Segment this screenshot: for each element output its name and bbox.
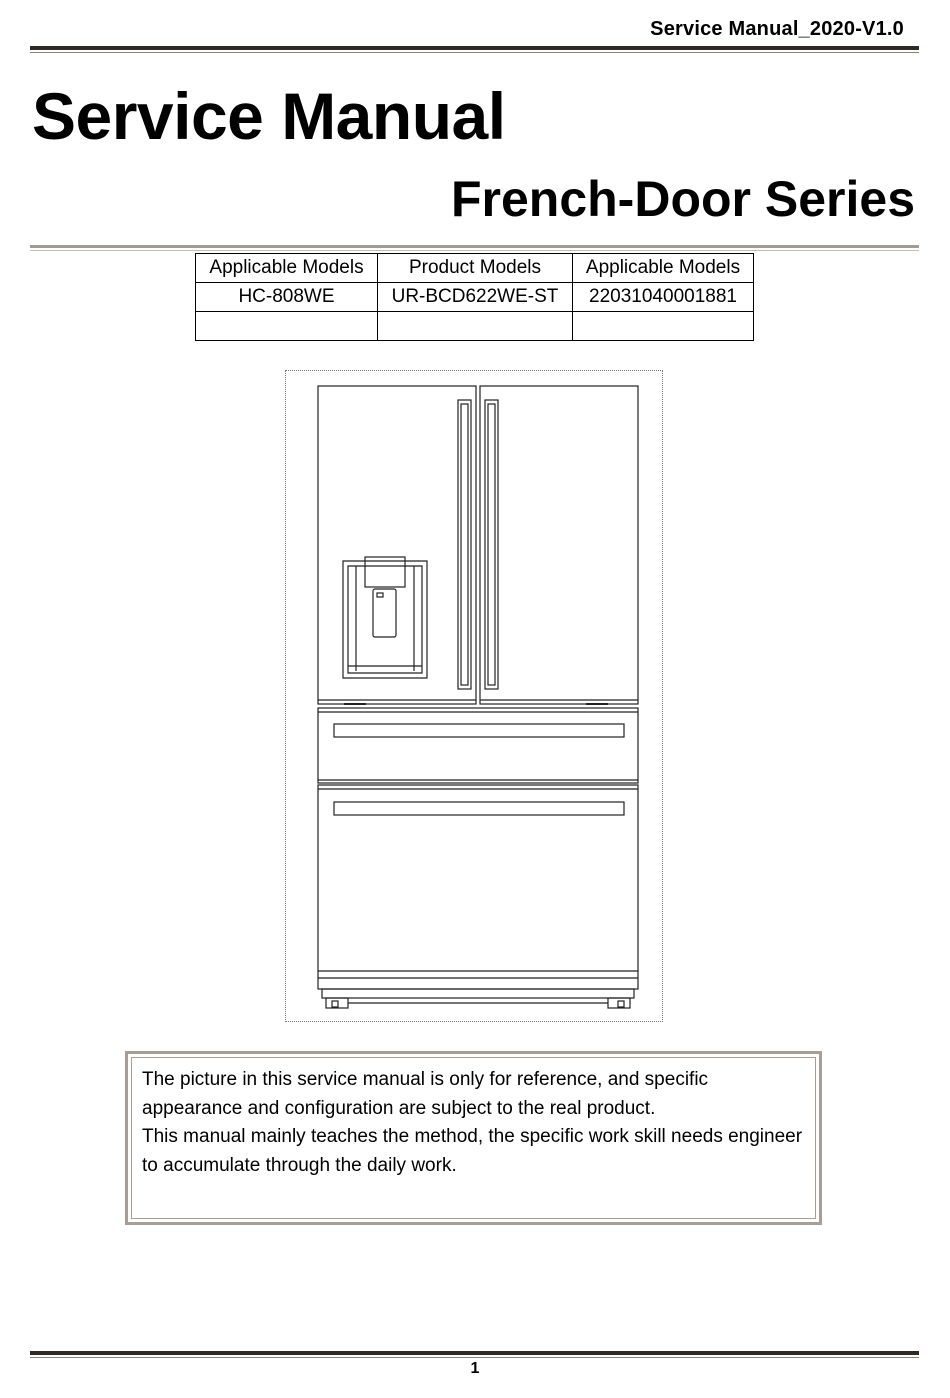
table-header-cell: Applicable Models — [573, 254, 754, 283]
table-cell — [573, 312, 754, 341]
table-row — [196, 312, 754, 341]
left-door-outline — [318, 386, 476, 704]
applicable-models-table — [195, 253, 754, 341]
table-header-cell: Applicable Models — [196, 254, 378, 283]
disclaimer-box — [125, 1051, 822, 1225]
table-cell — [378, 312, 573, 341]
table-header-row — [196, 254, 754, 283]
page-number: 1 — [470, 1360, 480, 1377]
disclaimer-paragraph: This manual mainly teaches the method, the specific work skill needs engineer to accumulate through the daily work. — [142, 1126, 803, 1176]
disclaimer-paragraph: The picture in this service manual is only for reference, and specific appearance and configuration are subject to the real product. — [142, 1069, 709, 1119]
disclaimer-text-area — [131, 1057, 816, 1219]
french-door-refrigerator-icon — [286, 371, 662, 1021]
table-header-cell: Product Models — [378, 254, 573, 283]
middle-drawer-handle — [334, 724, 624, 737]
document-subtitle: French-Door Series — [450, 171, 915, 227]
title-divider-thin — [30, 250, 919, 251]
freezer-drawer-handle — [334, 802, 624, 815]
left-door-handle — [458, 400, 471, 689]
refrigerator-figure — [285, 370, 663, 1022]
table-row — [196, 283, 754, 312]
table-cell — [196, 312, 378, 341]
table-cell: 22031040001881 — [573, 283, 754, 312]
header-divider — [30, 46, 919, 50]
right-door-handle — [485, 400, 498, 689]
document-title: Service Manual — [32, 79, 506, 153]
footer-divider — [30, 1351, 919, 1355]
header-document-version: Service Manual_2020-V1.0 — [650, 18, 904, 40]
table-cell: UR-BCD622WE-ST — [378, 283, 573, 312]
middle-drawer — [318, 708, 638, 783]
title-divider — [30, 245, 919, 248]
table-cell: HC-808WE — [196, 283, 378, 312]
right-door-outline — [480, 386, 638, 704]
header-divider-thin — [30, 52, 919, 53]
footer-divider-thin — [30, 1357, 919, 1358]
